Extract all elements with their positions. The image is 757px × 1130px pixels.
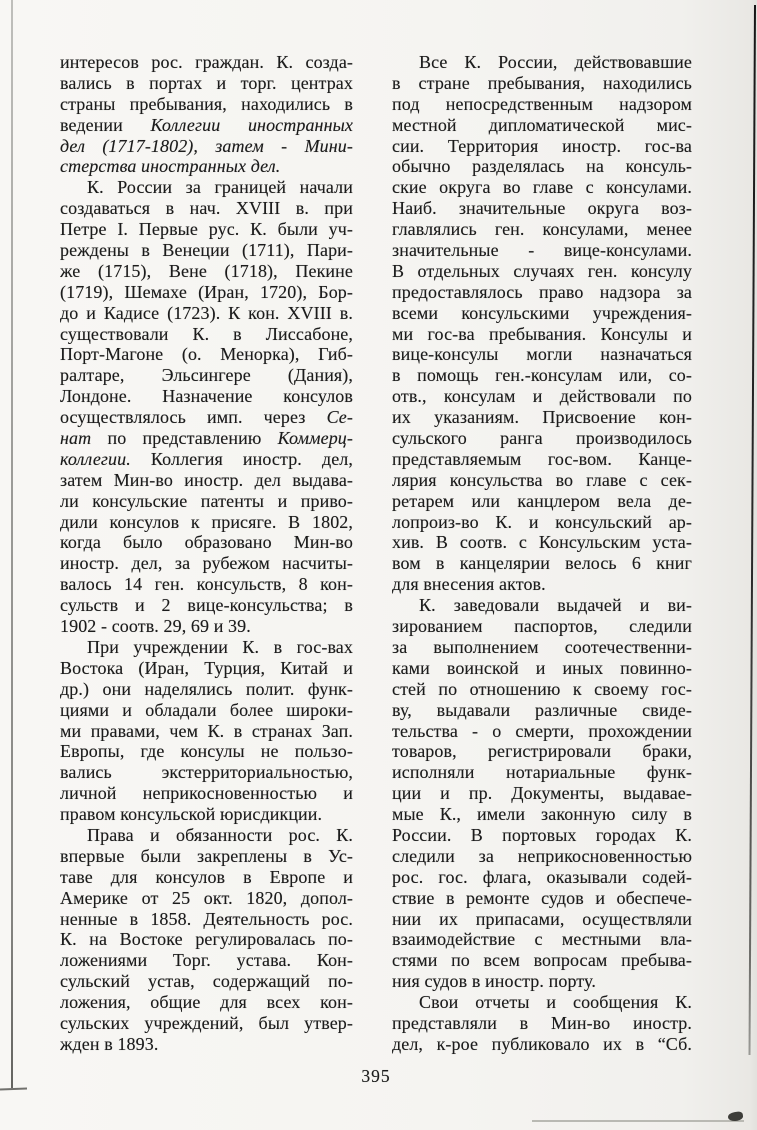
text-line: Востока (Иран, Турция, Китай и xyxy=(60,657,353,678)
text-line: когда было образовано Мин-во xyxy=(60,532,353,553)
scan-artifact-bottom-line xyxy=(532,1120,744,1122)
text-line: лярия консульства во главе с сек- xyxy=(392,469,692,490)
text-line: России. В портовых городах К. xyxy=(392,824,692,845)
text-line: стей по отношению к своему гос- xyxy=(392,678,692,699)
text-line xyxy=(60,428,353,449)
text-line: реждены в Венеции (1711), Пари- xyxy=(60,240,353,261)
text-line: К. заведовали выдачей и ви- xyxy=(419,595,692,616)
text-line: др.) они наделялись полит. функ- xyxy=(60,678,353,699)
text-line: сульств и 2 вице-консульства; в xyxy=(60,595,353,616)
text-line: ния судов в иностр. порту. xyxy=(392,971,596,992)
text-line xyxy=(60,156,353,177)
text-line: мые К., имели законную силу в xyxy=(392,804,692,825)
paragraph xyxy=(60,825,353,1055)
text-line: ложениями Торг. устава. Кон- xyxy=(60,950,353,971)
text-line: лопроиз-во К. и консульский ар- xyxy=(392,511,692,532)
scan-artifact-left-edge-line xyxy=(11,0,13,1088)
text-line: ретарем или канцлером вела де- xyxy=(392,490,692,511)
text-line: зированием паспортов, следили xyxy=(392,616,692,637)
text-line: значительные - вице-консулами. xyxy=(392,240,692,261)
text-line: для внесения актов. xyxy=(392,574,546,595)
text-line: за выполнением соотечественни- xyxy=(392,636,692,657)
text-line: (1719), Шемахе (Иран, 1720), Бор- xyxy=(60,281,353,302)
text-line: валось 14 ген. консульств, 8 кон- xyxy=(60,574,353,595)
text-line: их указаниям. Присвоение кон- xyxy=(392,407,692,428)
text-line: вом в канцелярии велось 6 книг xyxy=(392,553,692,574)
paragraph xyxy=(392,992,692,1055)
text-line: ложения, общие для всех кон- xyxy=(60,992,353,1013)
text-line: сульских учреждений, был утвер- xyxy=(60,1012,353,1033)
text-line: Наиб. значительные округа воз- xyxy=(392,198,692,219)
text-line: ву, выдавали различные свиде- xyxy=(392,699,692,720)
text-line: Свои отчеты и сообщения К. xyxy=(419,992,692,1013)
text-line: Петре I. Первые рус. К. были уч- xyxy=(60,219,353,240)
paragraph xyxy=(60,177,353,637)
text-line: представляемым гос-вом. Канце- xyxy=(392,448,692,469)
text-line: ствие в ремонте судов и обеспече- xyxy=(392,887,692,908)
text-line: таве для консулов в Европе и xyxy=(60,866,353,887)
paragraph xyxy=(60,637,353,825)
text-line: ские округа во главе с консулами. xyxy=(392,177,692,198)
text-line: К. России за границей начали xyxy=(87,177,353,198)
italic-text-segment: Коллегии иностранных xyxy=(150,114,353,135)
text-line: циями и обладали более широки- xyxy=(60,699,353,720)
paragraph xyxy=(392,52,692,595)
text-line: сии. Территория иностр. гос-ва xyxy=(392,135,692,156)
scan-artifact-left-corner-fold xyxy=(0,1088,27,1091)
text-line: жден в 1893. xyxy=(60,1033,159,1054)
text-line: товаров, регистрировали браки, xyxy=(392,741,692,762)
text-line: в стране пребывания, находились xyxy=(392,72,692,93)
text-line: ли консульские патенты и приво- xyxy=(60,490,353,511)
text-line xyxy=(60,115,353,136)
text-line: сульский устав, содержащий по- xyxy=(60,971,353,992)
text-line: интересов рос. граждан. К. созда- xyxy=(60,52,353,72)
italic-text-segment: Се- xyxy=(326,407,353,428)
text-line: ми гос-ва пребывания. Консулы и xyxy=(392,323,692,344)
text-line: страны пребывания, находились в xyxy=(60,93,353,114)
text-column-right xyxy=(392,52,692,1055)
text-line: Все К. России, действовавшие xyxy=(419,52,692,72)
text-line: ралтаре, Эльсингере (Дания), xyxy=(60,365,353,386)
text-line: же (1715), Вене (1718), Пекине xyxy=(60,260,353,281)
text-line: иностр. дел, за рубежом насчиты- xyxy=(60,553,353,574)
text-line: всеми консульскими учреждения- xyxy=(392,302,692,323)
text-line: вице-консулы могли назначаться xyxy=(392,344,692,365)
text-line xyxy=(60,407,353,428)
text-line: ции и пр. Документы, выдавае- xyxy=(392,783,692,804)
text-line: до и Кадисе (1723). К кон. XVIII в. xyxy=(60,302,353,323)
text-line: дел, к-рое публиковало их в “Сб. xyxy=(392,1033,692,1054)
scan-artifact-right-edge-line xyxy=(748,5,755,1055)
text-line: тельства - о смерти, прохождении xyxy=(392,720,692,741)
text-line: стями по всем вопросам пребыва- xyxy=(392,950,692,971)
italic-text-segment: нат xyxy=(60,428,92,449)
paragraph xyxy=(60,52,353,177)
paragraph xyxy=(392,595,692,992)
text-line: дили консулов к присяге. В 1802, xyxy=(60,511,353,532)
italic-text-segment: дел (1717-1802), затем - Мини- xyxy=(60,135,353,156)
text-line: Америке от 25 окт. 1820, допол- xyxy=(60,887,353,908)
text-segment: осуществлялось имп. через xyxy=(60,407,327,428)
text-line: К. на Востоке регулировалась по- xyxy=(60,929,353,950)
text-line: ми правами, чем К. в странах Зап. xyxy=(60,720,353,741)
text-line: главлялись ген. консулами, менее xyxy=(392,219,692,240)
italic-text-segment: коллегии. xyxy=(60,448,131,469)
text-line: При учреждении К. в гос-вах xyxy=(87,636,353,657)
text-line: Лондоне. Назначение консулов xyxy=(60,386,353,407)
text-line: создаваться в нач. XVIII в. при xyxy=(60,198,353,219)
text-line: вались в портах и торг. центрах xyxy=(60,72,353,93)
page-number: 395 xyxy=(361,1066,391,1086)
text-line xyxy=(60,136,353,157)
text-column-left xyxy=(60,52,353,1055)
text-line: обычно разделялась на консуль- xyxy=(392,156,692,177)
text-line: 1902 - соотв. 29, 69 и 39. xyxy=(60,616,251,637)
text-line: хив. В соотв. с Консульским уста- xyxy=(392,532,692,553)
text-line: Европы, где консулы не пользо- xyxy=(60,741,353,762)
text-line: отв., консулам и действовали по xyxy=(392,386,692,407)
text-line: представляли в Мин-во иностр. xyxy=(392,1012,692,1033)
text-line: Порт-Магоне (о. Менорка), Гиб- xyxy=(60,344,353,365)
text-line: взаимодействие с местными вла- xyxy=(392,929,692,950)
text-line: Права и обязанности рос. К. xyxy=(87,824,353,845)
text-line: В отдельных случаях ген. консулу xyxy=(392,260,692,281)
text-line: местной дипломатической мис- xyxy=(392,114,692,135)
text-line: сульского ранга производилось xyxy=(392,428,692,449)
text-line: в помощь ген.-консулам или, со- xyxy=(392,365,692,386)
text-line: ненные в 1858. Деятельность рос. xyxy=(60,908,353,929)
italic-text-segment: Коммерц- xyxy=(277,428,353,449)
text-line: нии их припасами, осуществляли xyxy=(392,908,692,929)
text-line: вались экстерриториальностью, xyxy=(60,762,353,783)
text-line: личной неприкосновенностью и xyxy=(60,783,353,804)
text-line: исполняли нотариальные функ- xyxy=(392,762,692,783)
text-segment: ведении xyxy=(60,114,151,135)
text-line: рос. гос. флага, оказывали содей- xyxy=(392,866,692,887)
text-segment: Коллегия иностр. дел, xyxy=(130,448,353,469)
text-line: существовали К. в Лиссабоне, xyxy=(60,323,353,344)
italic-text-segment: стерства иностранных дел. xyxy=(60,156,281,177)
text-segment: по представлению xyxy=(91,428,278,449)
text-line: следили за неприкосновенностью xyxy=(392,845,692,866)
text-line: впервые были закреплены в Ус- xyxy=(60,845,353,866)
text-line: предоставлялось право надзора за xyxy=(392,281,692,302)
text-line: правом консульской юрисдикции. xyxy=(60,804,323,825)
text-line xyxy=(60,449,353,470)
text-line: ками воинской и иных повинно- xyxy=(392,657,692,678)
text-line: под непосредственным надзором xyxy=(392,93,692,114)
text-line: затем Мин-во иностр. дел выдава- xyxy=(60,469,353,490)
